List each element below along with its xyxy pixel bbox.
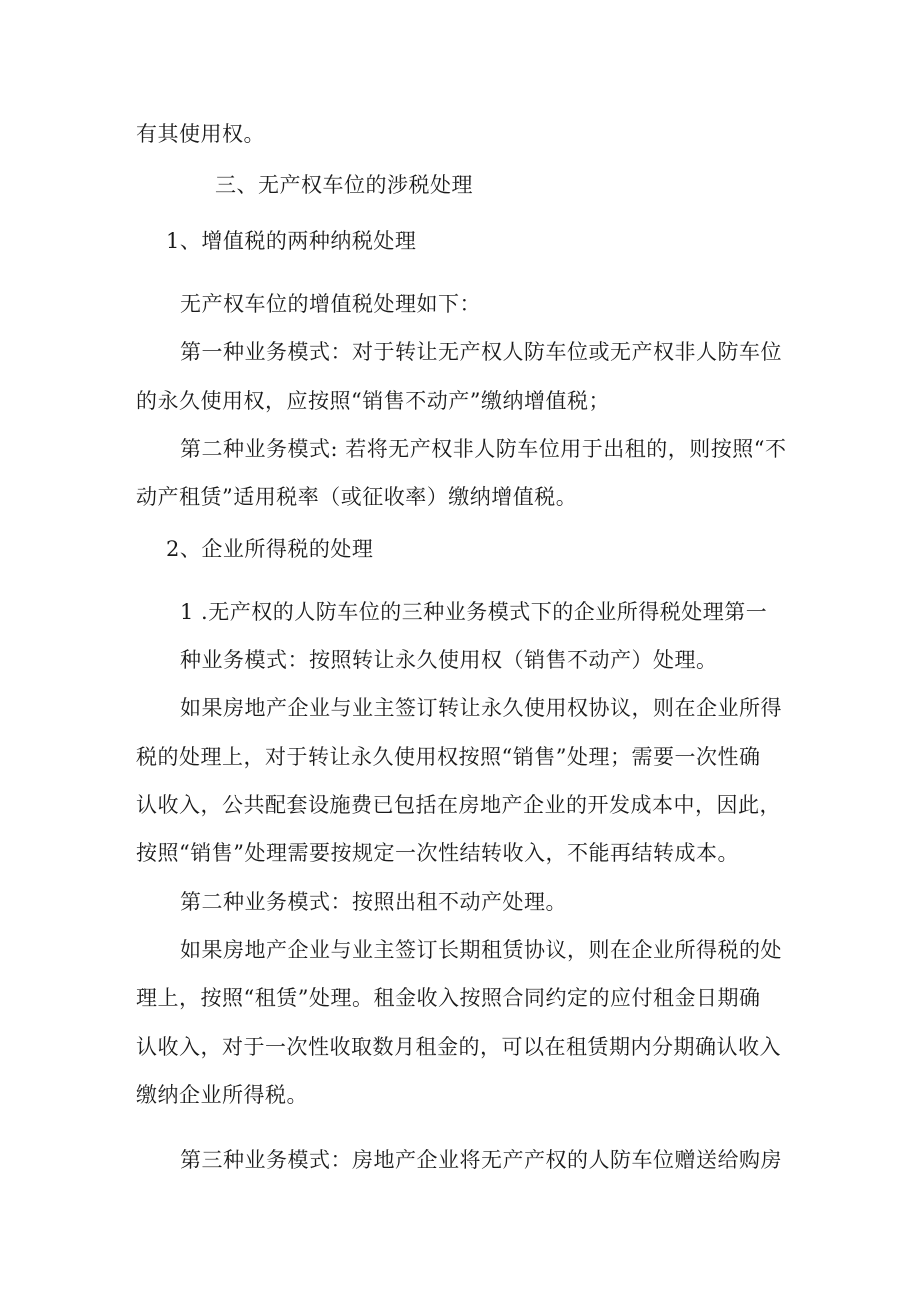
body-text-line: 认收入，公共配套设施费已包括在房地产企业的开发成本中，因此， — [136, 793, 781, 817]
body-text-line: 无产权车位的增值税处理如下： — [180, 292, 481, 316]
body-text-line: 如果房地产企业与业主签订转让永久使用权协议，则在企业所得 — [180, 696, 782, 720]
subsection-heading: 2、企业所得税的处理 — [166, 537, 374, 561]
body-text-line: 理上，按照“租赁”处理。租金收入按照合同约定的应付租金日期确 — [136, 986, 761, 1010]
body-text-line: 如果房地产企业与业主签订长期租赁协议，则在企业所得税的处 — [180, 938, 782, 962]
body-text-line: 1 .无产权的人防车位的三种业务模式下的企业所得税处理第一 — [180, 600, 768, 624]
body-text-line: 动产租赁”适用税率（或征收率）缴纳增值税。 — [136, 485, 578, 509]
body-text-line: 第二种业务模式：按照出租不动产处理。 — [180, 890, 567, 914]
body-text-line: 按照“销售”处理需要按规定一次性结转收入，不能再结转成本。 — [136, 841, 739, 865]
body-text-line: 种业务模式：按照转让永久使用权（销售不动产）处理。 — [180, 648, 718, 672]
body-text-line: 税的处理上，对于转让永久使用权按照“销售”处理；需要一次性确 — [136, 745, 761, 769]
body-text-line: 第三种业务模式：房地产企业将无产产权的人防车位赠送给购房 — [180, 1148, 782, 1172]
body-text-line: 认收入，对于一次性收取数月租金的，可以在租赁期内分期确认收入 — [136, 1035, 781, 1059]
body-text-line: 第二种业务模式: 若将无产权非人防车位用于出租的，则按照“不 — [180, 437, 787, 461]
section-heading: 三、无产权车位的涉税处理 — [215, 173, 473, 197]
body-text-line: 缴纳企业所得税。 — [136, 1083, 308, 1107]
body-text-line: 的永久使用权，应按照“销售不动产”缴纳增值税； — [136, 389, 610, 413]
body-text-line: 有其使用权。 — [136, 122, 265, 146]
body-text-line: 第一种业务模式：对于转让无产权人防车位或无产权非人防车位 — [180, 340, 782, 364]
subsection-heading: 1、增值税的两种纳税处理 — [166, 229, 417, 253]
